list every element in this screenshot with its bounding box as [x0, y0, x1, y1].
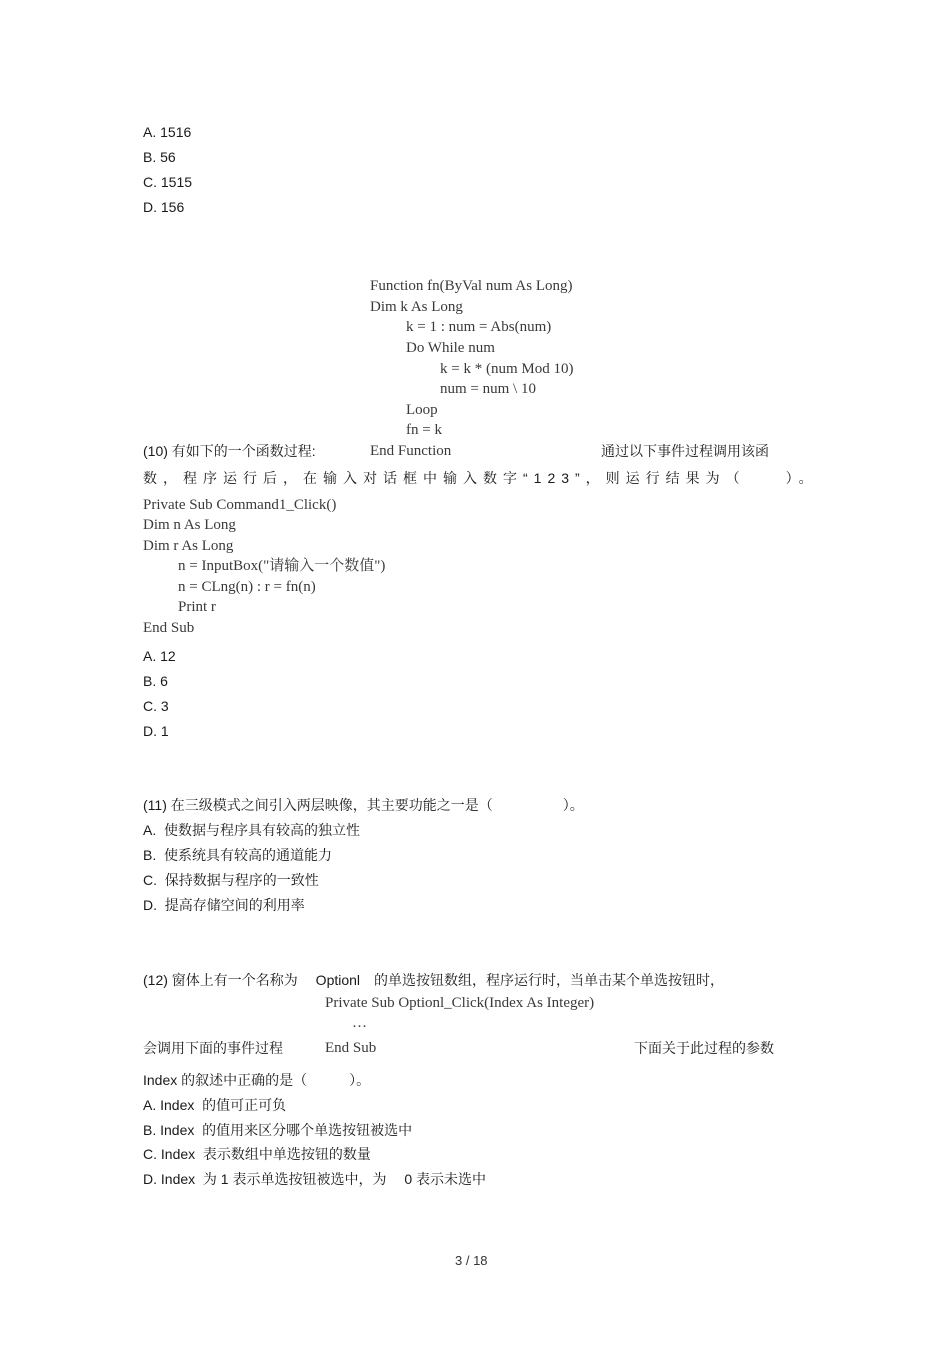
q9-option-b: B. 56: [143, 149, 176, 165]
event-code-line: Private Sub Command1_Click(): [143, 497, 337, 513]
fn-code-line: num = num \ 10: [440, 381, 536, 397]
q11-option-a: A. 使数据与程序具有较高的独立性: [143, 822, 361, 838]
q12-option-d: D. Index 为 1 表示单选按钮被选中，为 0 表示未选中: [143, 1171, 487, 1187]
q10-option-a: A. 12: [143, 648, 176, 664]
q10-stem-line2: 数，程序运行后，在输入对话框中输入数字“123”，则运行结果为（ ）。: [143, 470, 819, 486]
q11-option-c: C. 保持数据与程序的一致性: [143, 872, 319, 888]
q12-option-a: A. Index 的值可正可负: [143, 1097, 287, 1113]
q12-stem-line2-left: 会调用下面的事件过程: [143, 1040, 283, 1056]
fn-code-line: Loop: [406, 402, 438, 418]
q12-option-c: C. Index 表示数组中单选按钮的数量: [143, 1146, 371, 1162]
q11-stem: (11) 在三级模式之间引入两层映像，其主要功能之一是（ ）。: [143, 797, 584, 813]
event-code-line: Dim r As Long: [143, 538, 234, 554]
fn-code-line: k = 1 : num = Abs(num): [406, 319, 552, 335]
q12-stem-line2-right: 下面关于此过程的参数: [634, 1040, 774, 1056]
event-code-line: n = InputBox("请输入一个数值"): [178, 558, 386, 574]
q12-code-line: Private Sub Optionl_Click(Index As Integer): [325, 995, 595, 1011]
q12-stem-line1: (12) 窗体上有一个名称为 Optionl 的单选按钮数组，程序运行时，当单击某个单选按钮时，: [143, 972, 725, 988]
fn-code-line: End Function: [370, 443, 452, 459]
fn-code-line: Do While num: [406, 340, 495, 356]
q11-option-d: D. 提高存储空间的利用率: [143, 897, 305, 913]
q10-option-b: B. 6: [143, 673, 168, 689]
q10-option-d: D. 1: [143, 723, 169, 739]
q12-option-b: B. Index 的值用来区分哪个单选按钮被选中: [143, 1122, 413, 1138]
fn-code-line: fn = k: [406, 422, 442, 438]
q9-option-c: C. 1515: [143, 174, 193, 190]
q10-stem-right: 通过以下事件过程调用该函: [601, 443, 769, 459]
page-number: 3 / 18: [455, 1253, 488, 1268]
q9-option-a: A. 1516: [143, 124, 192, 140]
fn-code-line: Dim k As Long: [370, 299, 463, 315]
fn-code-line: Function fn(ByVal num As Long): [370, 278, 573, 294]
q12-code-dots: …: [352, 1015, 367, 1031]
q10-option-c: C. 3: [143, 698, 169, 714]
q11-option-b: B. 使系统具有较高的通道能力: [143, 847, 333, 863]
event-code-line: Print r: [178, 599, 216, 615]
event-code-line: n = CLng(n) : r = fn(n): [178, 579, 316, 595]
q12-code-end: End Sub: [325, 1040, 377, 1056]
q9-option-d: D. 156: [143, 199, 185, 215]
fn-code-line: k = k * (num Mod 10): [440, 361, 574, 377]
q12-stem-line3: Index 的叙述中正确的是（ ）。: [143, 1072, 371, 1088]
q10-stem-left: (10) 有如下的一个函数过程:: [143, 443, 316, 459]
event-code-line: End Sub: [143, 620, 195, 636]
event-code-line: Dim n As Long: [143, 517, 236, 533]
